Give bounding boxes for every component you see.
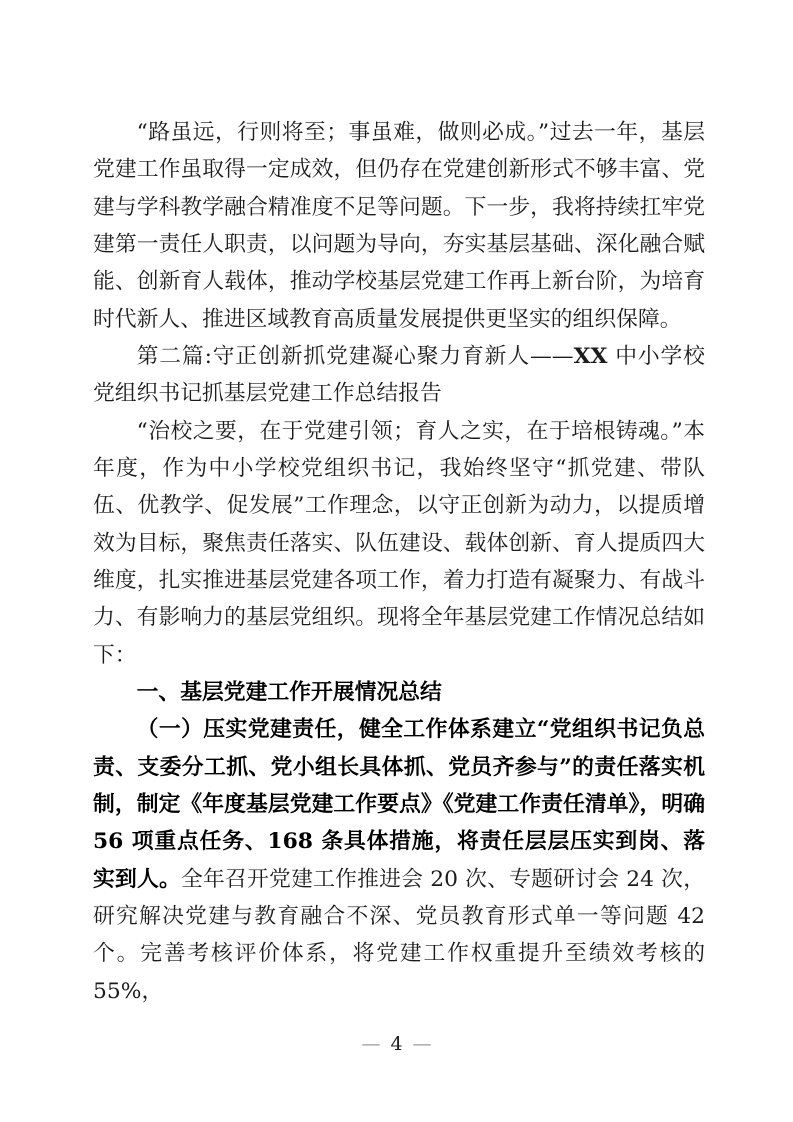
footer-right-dash: —	[412, 1033, 432, 1055]
footer-left-dash: —	[361, 1033, 381, 1055]
page-number: 4	[390, 1033, 403, 1055]
paragraph-closing-summary	[93, 114, 705, 338]
paragraph-item-one-lead-bold: （一）压实党建责任，健全工作体系建立“党组织书记负总责、支委分工抓、党小组长具体抓、党员齐参与”的责任落实机制，制定《年度基层党建工作要点》《党建工作责任清单》，明确 56 项重点任务、168 条具体措施，将责任层层压实到岗、落实到人。	[93, 717, 705, 892]
paragraph-part-two-title	[93, 338, 705, 413]
section-heading-one-text: 一、基层党建工作开展情况总结	[136, 679, 442, 705]
page-footer	[0, 1032, 793, 1056]
document-body	[93, 114, 705, 1010]
paragraph-item-one-body: 全年召开党建工作推进会 20 次、专题研讨会 24 次，研究解决党建与教育融合不深、党员教育形式单一等问题 42 个。完善考核评价体系，将党建工作权重提升至绩效考核的 55%，	[93, 866, 705, 1004]
placeholder-school-name: XX	[573, 343, 608, 369]
paragraph-intro	[93, 413, 705, 674]
paragraph-item-one	[93, 711, 705, 1010]
paragraph-closing-summary-text: “路虽远，行则将至；事虽难，做则必成。”过去一年，基层党建工作虽取得一定成效，但仍存在党建创新形式不够丰富、党建与学科教学融合精准度不足等问题。下一步，我将持续扛牢党建第一责任人职责，以问题为导向，夯实基层基础、深化融合赋能、创新育人载体，推动学校基层党建工作再上新台阶，为培育时代新人、推进区域教育高质量发展提供更坚实的组织保障。	[93, 120, 705, 332]
section-heading-one	[93, 674, 705, 711]
paragraph-part-two-title-text: 第二篇:守正创新抓党建凝心聚力育新人——	[136, 343, 574, 369]
paragraph-intro-text: “治校之要，在于党建引领；育人之实，在于培根铸魂。”本年度，作为中小学校党组织书记，我始终坚守“抓党建、带队伍、优教学、促发展”工作理念，以守正创新为动力，以提质增效为目标，聚焦责任落实、队伍建设、载体创新、育人提质四大维度，扎实推进基层党建各项工作，着力打造有凝聚力、有战斗力、有影响力的基层党组织。现将全年基层党建工作情况总结如下：	[93, 418, 705, 668]
paragraph-part-two-title-tail: 中小学校党组织书记抓基层党建工作总结报告	[93, 343, 705, 407]
